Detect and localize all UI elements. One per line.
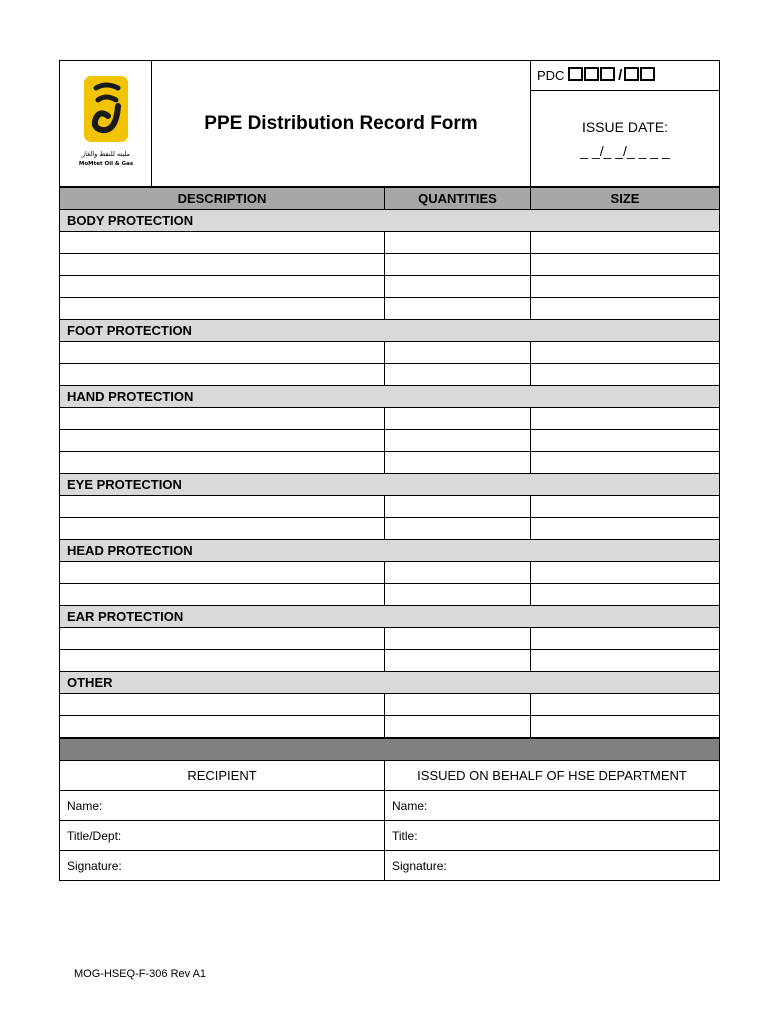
issue-date-field[interactable]: _ _/_ _/_ _ _ _ <box>580 142 670 159</box>
section-label: FOOT PROTECTION <box>60 320 720 342</box>
entry-row <box>60 496 720 518</box>
quantity-cell[interactable] <box>385 694 531 716</box>
section-label: HEAD PROTECTION <box>60 540 720 562</box>
quantity-cell[interactable] <box>385 430 531 452</box>
logo-arabic-text: مليته للنفط والغاز <box>81 150 130 158</box>
entry-row <box>60 232 720 254</box>
section-row <box>60 672 720 694</box>
description-cell[interactable] <box>60 452 385 474</box>
column-header-row <box>60 188 720 210</box>
size-cell[interactable] <box>531 562 720 584</box>
size-cell[interactable] <box>531 584 720 606</box>
entry-row <box>60 408 720 430</box>
description-cell[interactable] <box>60 276 385 298</box>
entry-row <box>60 452 720 474</box>
description-cell[interactable] <box>60 716 385 738</box>
entry-row <box>60 342 720 364</box>
description-cell[interactable] <box>60 408 385 430</box>
quantity-cell[interactable] <box>385 364 531 386</box>
entry-row <box>60 650 720 672</box>
digit-box[interactable] <box>624 67 639 81</box>
description-cell[interactable] <box>60 364 385 386</box>
company-logo <box>76 72 136 172</box>
quantity-cell[interactable] <box>385 716 531 738</box>
section-row <box>60 606 720 628</box>
description-cell[interactable] <box>60 342 385 364</box>
pdc-cell <box>531 61 720 91</box>
quantity-cell[interactable] <box>385 562 531 584</box>
recipient-signature-field[interactable]: Signature: <box>60 851 385 881</box>
issuer-signature-field[interactable]: Signature: <box>385 851 720 881</box>
entry-row <box>60 298 720 320</box>
quantity-cell[interactable] <box>385 496 531 518</box>
column-header-description: DESCRIPTION <box>60 188 385 210</box>
section-row <box>60 474 720 496</box>
issuer-name-field[interactable]: Name: <box>385 791 720 821</box>
quantity-cell[interactable] <box>385 276 531 298</box>
entry-row <box>60 562 720 584</box>
issue-date-cell <box>531 91 720 187</box>
description-cell[interactable] <box>60 628 385 650</box>
description-cell[interactable] <box>60 298 385 320</box>
description-cell[interactable] <box>60 518 385 540</box>
quantity-cell[interactable] <box>385 584 531 606</box>
pdc-label: PDC <box>537 68 565 83</box>
recipient-title-field[interactable]: Title/Dept: <box>60 821 385 851</box>
digit-box[interactable] <box>600 67 615 81</box>
quantity-cell[interactable] <box>385 650 531 672</box>
description-cell[interactable] <box>60 562 385 584</box>
description-cell[interactable] <box>60 496 385 518</box>
form-title: PPE Distribution Record Form <box>152 61 531 187</box>
quantity-cell[interactable] <box>385 628 531 650</box>
size-cell[interactable] <box>531 650 720 672</box>
description-cell[interactable] <box>60 694 385 716</box>
size-cell[interactable] <box>531 716 720 738</box>
entry-row <box>60 254 720 276</box>
quantity-cell[interactable] <box>385 232 531 254</box>
logo-english-text: MoMtet Oil & Gas <box>78 161 133 167</box>
description-cell[interactable] <box>60 584 385 606</box>
issue-date-label: ISSUE DATE: <box>581 118 669 135</box>
entry-row <box>60 694 720 716</box>
size-cell[interactable] <box>531 452 720 474</box>
description-cell[interactable] <box>60 650 385 672</box>
size-cell[interactable] <box>531 694 720 716</box>
size-cell[interactable] <box>531 254 720 276</box>
ppe-items-table <box>59 187 720 738</box>
section-label: EYE PROTECTION <box>60 474 720 496</box>
entry-row <box>60 584 720 606</box>
size-cell[interactable] <box>531 232 720 254</box>
column-header-size: SIZE <box>531 188 720 210</box>
quantity-cell[interactable] <box>385 342 531 364</box>
signature-table <box>59 738 720 881</box>
description-cell[interactable] <box>60 430 385 452</box>
ppe-form <box>59 60 719 881</box>
size-cell[interactable] <box>531 518 720 540</box>
digit-box[interactable] <box>640 67 655 81</box>
size-cell[interactable] <box>531 408 720 430</box>
section-label: OTHER <box>60 672 720 694</box>
entry-row <box>60 518 720 540</box>
section-label: EAR PROTECTION <box>60 606 720 628</box>
entry-row <box>60 628 720 650</box>
quantity-cell[interactable] <box>385 452 531 474</box>
entry-row <box>60 430 720 452</box>
description-cell[interactable] <box>60 232 385 254</box>
section-row <box>60 386 720 408</box>
section-row <box>60 210 720 232</box>
digit-box[interactable] <box>568 67 583 81</box>
size-cell[interactable] <box>531 364 720 386</box>
size-cell[interactable] <box>531 276 720 298</box>
pdc-number-boxes[interactable]: / <box>568 67 656 84</box>
quantity-cell[interactable] <box>385 254 531 276</box>
section-label: HAND PROTECTION <box>60 386 720 408</box>
header-table <box>59 60 720 187</box>
entry-row <box>60 276 720 298</box>
entry-row <box>60 716 720 738</box>
quantity-cell[interactable] <box>385 518 531 540</box>
recipient-header: RECIPIENT <box>60 761 385 791</box>
size-cell[interactable] <box>531 342 720 364</box>
size-cell[interactable] <box>531 430 720 452</box>
section-label: BODY PROTECTION <box>60 210 720 232</box>
issuer-title-field[interactable]: Title: <box>385 821 720 851</box>
section-row <box>60 320 720 342</box>
size-cell[interactable] <box>531 298 720 320</box>
logo-cell <box>60 61 152 187</box>
section-row <box>60 540 720 562</box>
quantity-cell[interactable] <box>385 298 531 320</box>
entry-row <box>60 364 720 386</box>
issuer-header: ISSUED ON BEHALF OF HSE DEPARTMENT <box>385 761 720 791</box>
column-header-quantities: QUANTITIES <box>385 188 531 210</box>
size-cell[interactable] <box>531 628 720 650</box>
digit-box[interactable] <box>584 67 599 81</box>
document-code: MOG-HSEQ-F-306 Rev A1 <box>74 968 207 980</box>
divider-bar <box>60 739 720 761</box>
description-cell[interactable] <box>60 254 385 276</box>
recipient-name-field[interactable]: Name: <box>60 791 385 821</box>
size-cell[interactable] <box>531 496 720 518</box>
quantity-cell[interactable] <box>385 408 531 430</box>
